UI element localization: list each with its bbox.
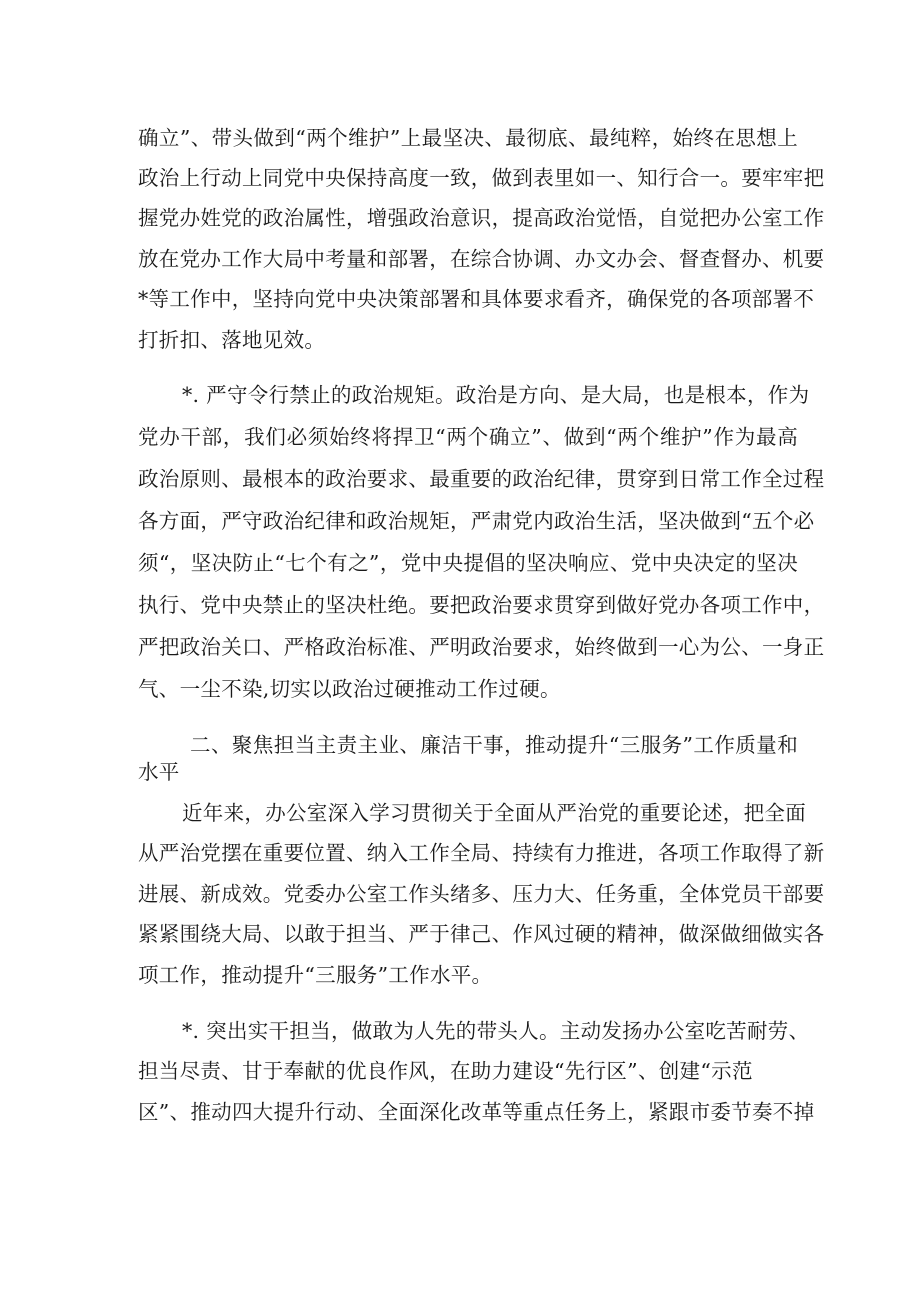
paragraph-4-line-2: 担当尽责、甘于奉献的优良作风，在助力建设“先行区”、创建“示范 <box>138 1059 753 1083</box>
paragraph-2-line-4: 各方面，严守政治纪律和政治规矩，严肃党内政治生活，坚决做到“五个必 <box>138 509 815 533</box>
paragraph-4-line-3: 区”、推动四大提升行动、全面深化改革等重点任务上，紧跟市委节奏不掉 <box>138 1100 815 1124</box>
paragraph-1-line-1: 确立”、带头做到“两个维护”上最坚决、最彻底、最纯粹，始终在思想上 <box>138 126 798 150</box>
section-heading-line-1: 二、聚焦担当主责主业、廉洁干事，推动提升“三服务”工作质量和 <box>190 733 798 757</box>
paragraph-2-line-6: 执行、党中央禁止的坚决杜绝。要把政治要求贯穿到做好党办各项工作中， <box>138 593 825 617</box>
paragraph-2-line-2: 党办干部，我们必须始终将捍卫“两个确立”、做到“两个维护”作为最高 <box>138 425 798 449</box>
paragraph-3-line-3: 进展、新成效。党委办公室工作头绪多、压力大、任务重，全体党员干部要 <box>138 882 825 906</box>
paragraph-2-line-1: *. 严守令行禁止的政治规矩。政治是方向、是大局，也是根本，作为 <box>182 383 810 407</box>
paragraph-2-line-3: 政治原则、最根本的政治要求、最重要的政治纪律，贯穿到日常工作全过程 <box>138 467 825 491</box>
paragraph-4-line-1: *. 突出实干担当，做敢为人先的带头人。主动发扬办公室吃苦耐劳、 <box>182 1019 810 1043</box>
paragraph-1-line-5: *等工作中，坚持向党中央决策部署和具体要求看齐，确保党的各项部署不 <box>138 287 815 311</box>
paragraph-3-line-4: 紧紧围绕大局、以敢于担当、严于律己、作风过硬的精神，做深做细做实各 <box>138 922 825 946</box>
paragraph-1-line-2: 政治上行动上同党中央保持高度一致，做到表里如一、知行合一。要牢牢把 <box>138 166 825 190</box>
paragraph-3-line-2: 从严治党摆在重要位置、纳入工作全局、持续有力推进，各项工作取得了新 <box>138 841 825 865</box>
paragraph-1-line-3: 握党办姓党的政治属性，增强政治意识，提高政治觉悟，自觉把办公室工作 <box>138 206 825 230</box>
paragraph-3-line-1: 近年来，办公室深入学习贯彻关于全面从严治党的重要论述，把全面 <box>182 801 806 825</box>
paragraph-2-line-8: 气、一尘不染,切实以政治过硬推动工作过硬。 <box>138 677 561 701</box>
paragraph-1-line-6: 打折扣、落地见效。 <box>138 328 326 352</box>
paragraph-2-line-5: 须“，坚决防止“七个有之”，党中央提倡的坚决响应、党中央决定的坚决 <box>138 551 798 575</box>
paragraph-2-line-7: 严把政治关口、严格政治标准、严明政治要求，始终做到一心为公、一身正 <box>138 635 825 659</box>
paragraph-1-line-4: 放在党办工作大局中考量和部署，在综合协调、办文办会、督查督办、机要 <box>138 247 825 271</box>
section-heading-line-2: 水平 <box>138 760 180 784</box>
paragraph-3-line-5: 项工作，推动提升“三服务”工作水平。 <box>138 963 493 987</box>
